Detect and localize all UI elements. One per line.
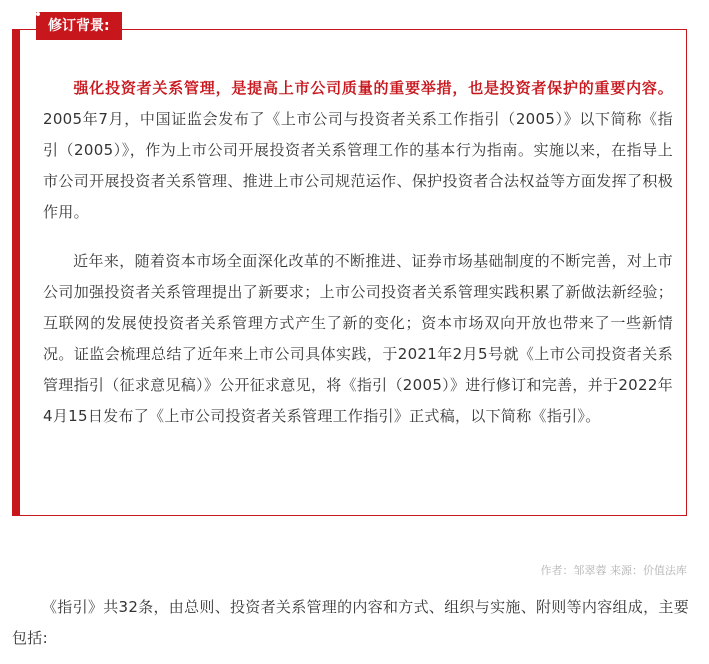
author-byline: 作者：邹翠蓉 来源：价值法库 [540,564,687,577]
background-paragraph-1 [43,73,673,228]
box-accent-bar [12,29,20,516]
paragraph-2-text: 近年来，随着资本市场全面深化改革的不断推进、证券市场基础制度的不断完善，对上市公司加强投资者关系管理提出了新要求；上市公司投资者关系管理实践积累了新做法新经验；互联网的发展使投资者关系管理方式产生了新的变化；资本市场双向开放也带来了一些新情况。证监会梳理总结了近年来上市公司具体实践，于2021年2月5号就《上市公司投资者关系管理指引（征求意见稿）》公开征求意见，将《指引（2005）》进行修订和完善，并于2022年4月15日发布了《上市公司投资者关系管理工作指引》正式稿，以下简称《指引》。 [43,252,673,425]
section-tag-label: 修订背景: [48,18,110,34]
body-paragraph-text: 《指引》共32条，由总则、投资者关系管理的内容和方式、组织与实施、附则等内容组成，主要包括: [12,598,689,647]
tag-corner-dot [36,12,40,16]
background-paragraph-2 [43,246,673,432]
body-paragraph [12,592,692,654]
paragraph-1-rest: 2005年7月，中国证监会发布了《上市公司与投资者关系工作指引（2005）》以下简称《指引（2005）》，作为上市公司开展投资者关系管理工作的基本行为指南。实施以来，在指导上市公司开展投资者关系管理、推进上市公司规范运作、保护投资者合法权益等方面发挥了积极作用。 [43,110,673,221]
section-tag [36,12,122,40]
highlight-lead: 强化投资者关系管理，是提高上市公司质量的重要举措，也是投资者保护的重要内容。 [73,79,673,97]
